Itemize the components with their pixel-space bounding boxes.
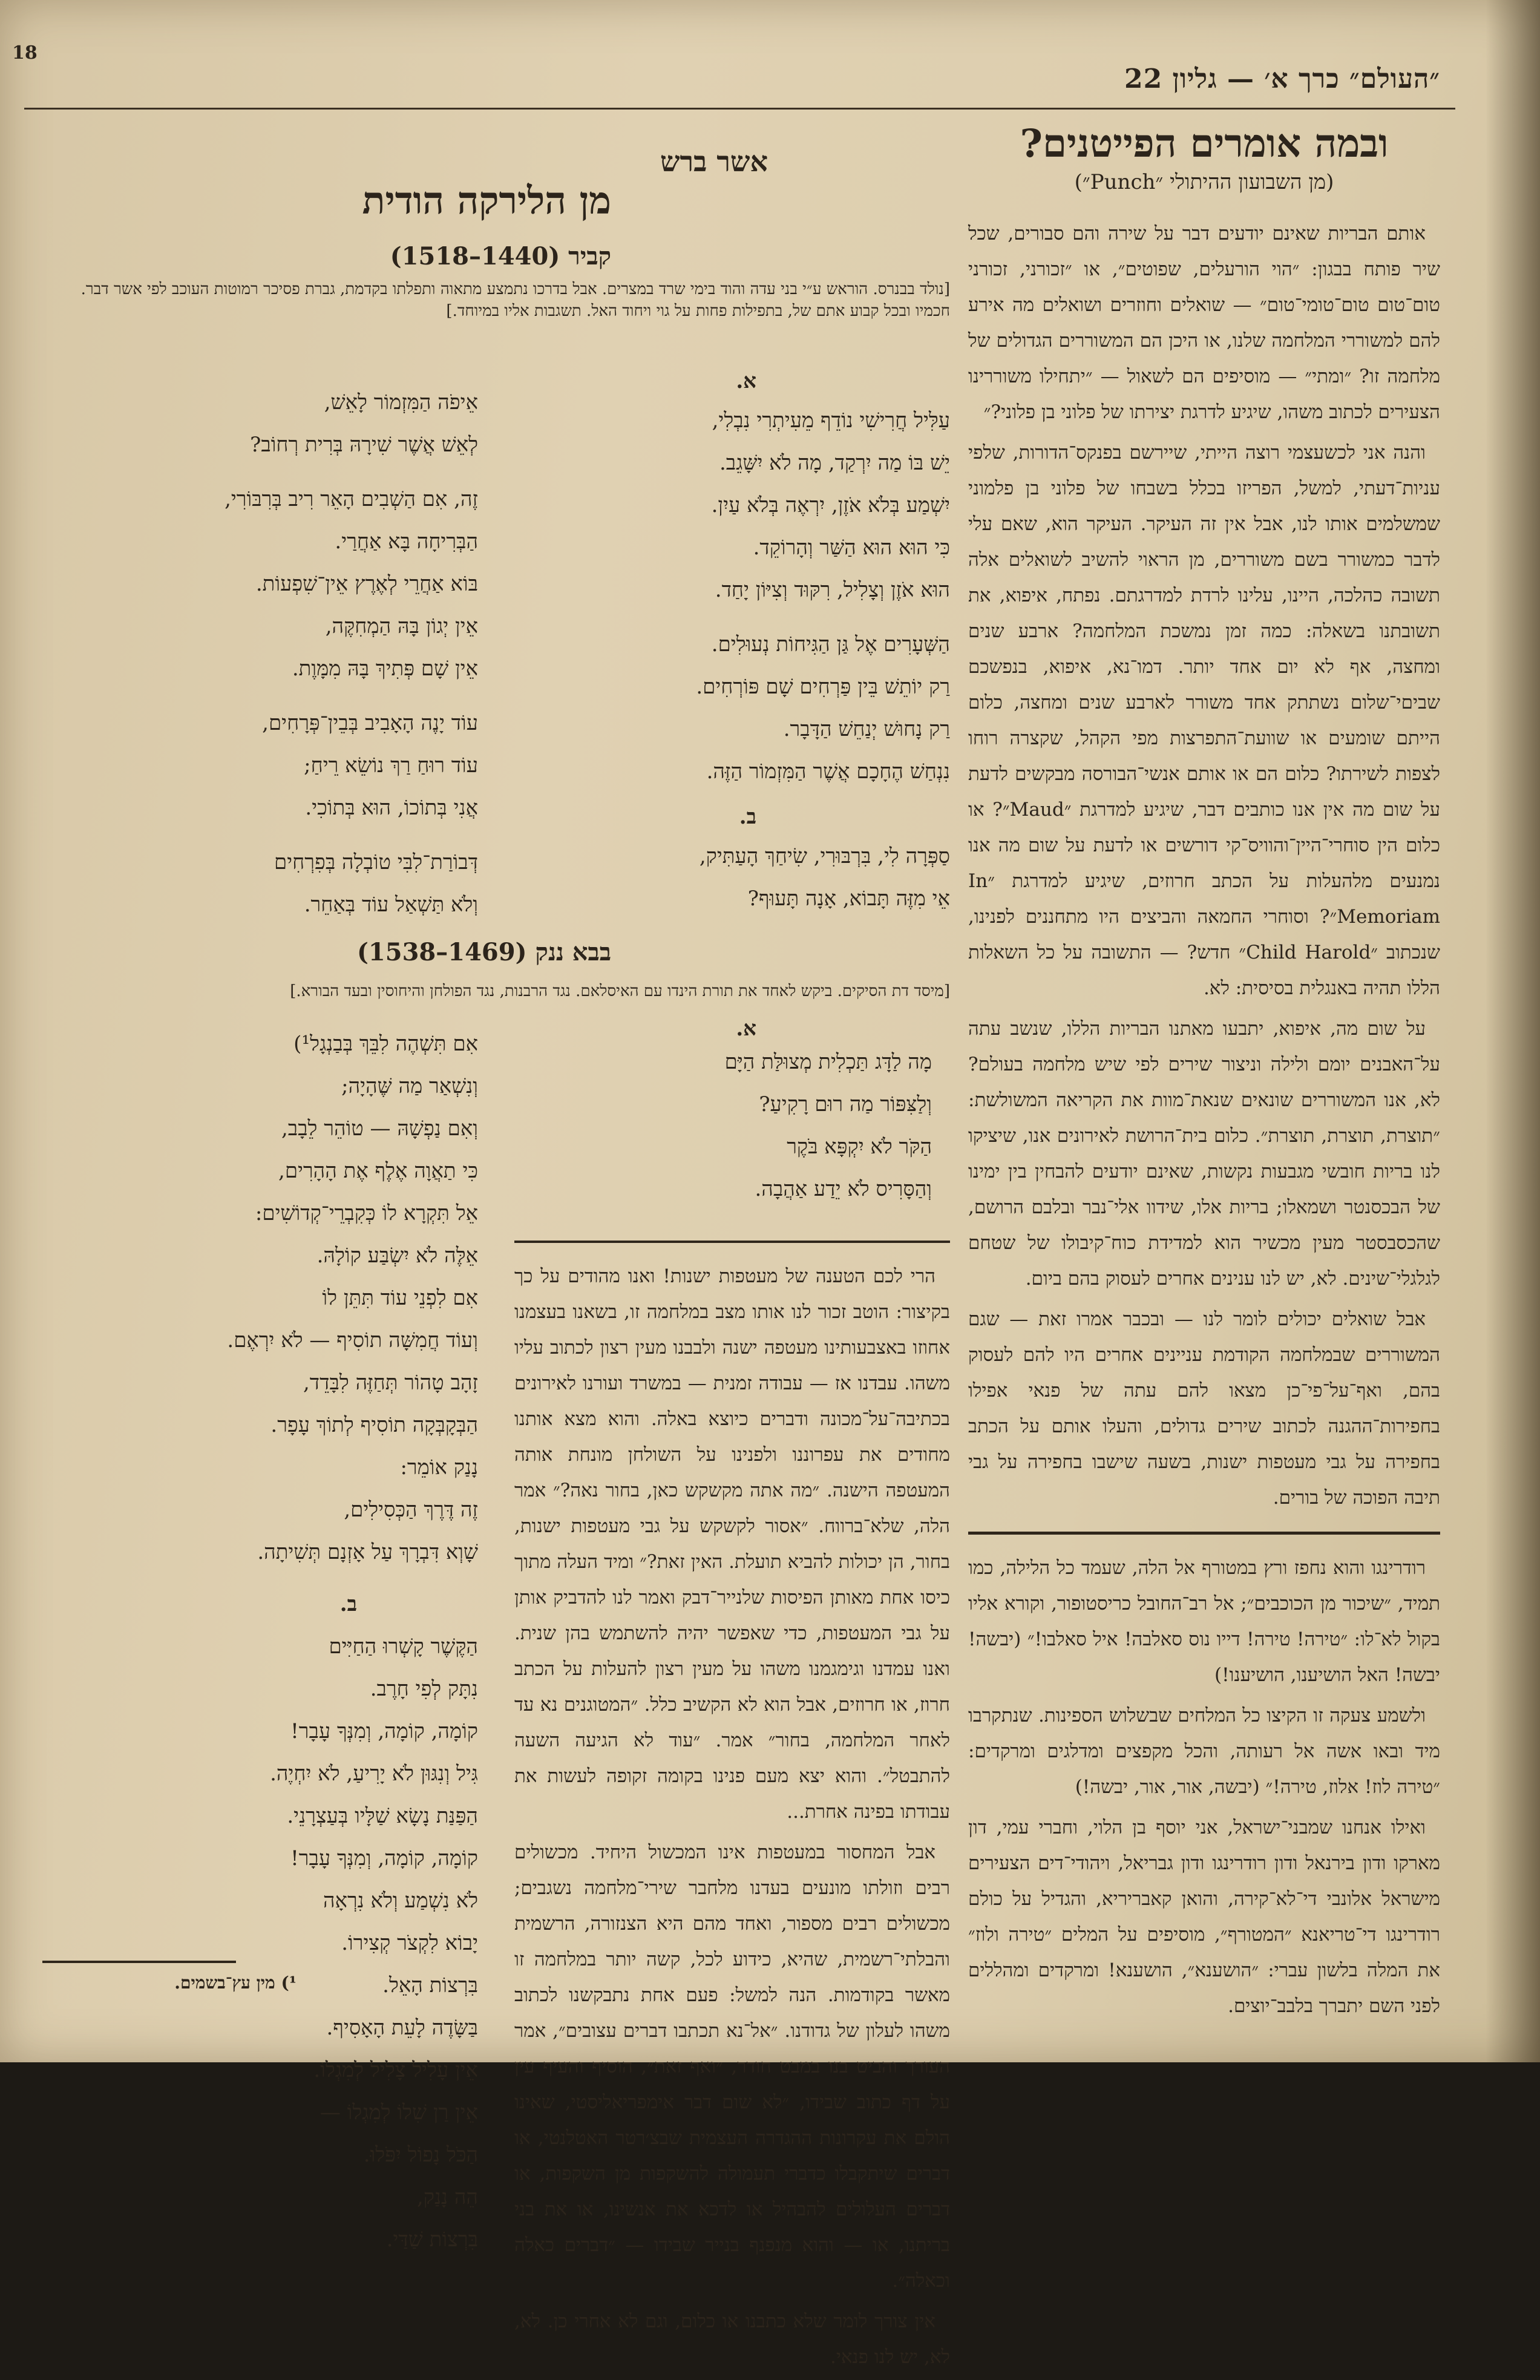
- essay-title: ובמה אומרים הפייטנים?: [1020, 121, 1389, 166]
- poem-line: הַבְּקָבְּקָה תוֹסִיף לְתוֹךְ עָפָר.: [270, 1413, 478, 1437]
- header-rule: [24, 108, 1455, 110]
- poem-line: אֵיפֹה הַמִּזְמוֹר לָאֵשׁ,: [324, 390, 478, 415]
- poem-line: הַכֹּל נָפוֹל יִפֹּלוּ.: [363, 2143, 478, 2167]
- poem-line: רַק יוֹתֵשׁ בֵּין פַּרְחִים שָׁם פּוֹרְחִים.: [696, 675, 950, 699]
- poem-line: קוֹמָה, קוֹמָה, וְמִנְּךָ עָבָר!: [290, 1719, 478, 1743]
- poem-line: יֵשׁ בּוֹ מַה יִרְקַד, מָה לֹא יִשָּׁגֵב.: [719, 451, 950, 475]
- story-paragraph: ולשמע צעקה זו הקיצו כל המלחים שבשלוש הספינות. שנתקרבו מיד ובאו אשה אל רעותה, והכל מקפצים ומדלגים ומרקדים: ״טירה לוז! אלוז, טירה!״ (יבשה, אור, אור, יבשה!): [968, 1705, 1440, 1798]
- poem-line: כִּי תַאֲוָה אֶלֶף אֶת הָהָרִים,: [278, 1159, 478, 1183]
- section-rule: [968, 1532, 1440, 1535]
- poem-column: [514, 1041, 932, 1210]
- poem-line: וְלַצִּפּוֹר מַה רוּם רָקִיעַ?: [759, 1092, 932, 1116]
- poem-line: וְעוֹד חֲמִשָּׁה תוֹסִיף — לֹא יִרְאֶם.: [227, 1328, 478, 1352]
- poem-line: שָׁוְא דִּבְרָךְ עַל אָזְנָם תְּשִׁיתָה.: [257, 1540, 478, 1564]
- poem-line: כִּי הוּא הוּא הַשַּׁר וְהָרוֹקֵד.: [753, 536, 950, 560]
- essay-continuation: [514, 1259, 950, 2380]
- essay-paragraph: אבל המחסור במעטפות אינו המכשול היחיד. מכשולים רבים וזולתו מונעים בעדנו מלחבר שירי־מלחמה נשגבים; מכשולים רבים מספור, ואחד מהם היא הצנזורה, הרשמית והבלתי־רשמית, שהיא, כידוע לכל, קשה יותר במלחמה זו מאשר בקודמות. הנה למשל: פעם אחת נתבקשנו לכתוב משהו לעלון של גדודנו. ״אל־נא תכתבו דברים עצובים״, אמר העורך והביט בנו במבט חודר, ״ואף זאת״, הוסיף והעיף עין על דף כתוב שבידו, ״לא שום דבר אימפריאליסטי, שאינו הולם את עקרונות ההגדרה העצמית שבצ׳רטר האטלנטי, או דברים שיתקבלו כדברי תעמולה להשקפות מן השקפות, או דברים העלולים להבהיל או לדכא את אנשינו, או את בני בריתנו, או — והוא מנפנף בנייר שבידו — ״דברים כאלה וכאלה״.: [514, 1841, 950, 2292]
- poem-line: לְאֵשׁ אֲשֶׁר שִׁירָהּ בְּרִית רְחוֹב?: [250, 433, 478, 457]
- essay-paragraph: אין צורך לומר שלא כתבנו או כלום, וגם לא אחרי כן. לא, לא, יש לנו פנאי.: [514, 2310, 950, 2368]
- poem-line: אֵי מִזֶּה תָּבוֹא, אָנָה תָּעוּף?: [747, 887, 950, 911]
- poem-line: זֶה, אִם הַשְׁבִים הָאֵר רִיב בְּרִבּוֹרִי,: [224, 487, 478, 511]
- essay-subtitle: (מן השבועון ההיתולי ״Punch״): [1074, 170, 1334, 194]
- poem-line: נִתָּק לְפִי חָרֶב.: [370, 1677, 478, 1701]
- poem-line: הַשְּׁעָרִים אֶל גַּן הַגִּיחוֹת נְעוּלִים.: [711, 632, 950, 657]
- poem-line: בּוֹא אַחֲרֵי לְאֶרֶץ אֵין־שִׁפְעוֹת.: [255, 572, 478, 596]
- poet-bio: [מיסד דת הסיקים. ביקש לאחד את תורת הינדו עם האיסלאם. נגד הרבנות, נגד הפולחן והיחוסין ובעד הבורא.]: [290, 982, 950, 1000]
- poem-line: עוֹד יָנֶה הָאָבִיב בְּבֵין־פְּרָחִים,: [262, 711, 478, 735]
- poem-line: הַקֶּשֶׁר קָשְׁרוּ הַחַיִּים: [329, 1634, 478, 1659]
- poem-line: וְלֹא תַּשְׁאַל עוֹד בְּאַחֵר.: [304, 893, 478, 917]
- poet-heading: קביר (1440–1518): [390, 242, 611, 270]
- stanza-mark: ב.: [739, 805, 756, 829]
- poem-line: הַקֹּר לֹא יִקְפָּא בֹּקֶר: [787, 1135, 932, 1159]
- poem-line: רַק נָחוּשׁ יְנַחֵשׁ הַדָּבָר.: [783, 717, 950, 741]
- story-paragraph: ואילו אנחנו שמבני־ישראל, אני יוסף בן הלוי, וחברי עמי, דון מארקו ודון בירנאל ודון רודרינגו ודון גבריאל, ויהודי־דים הצעירים מישראל אלונבי די־לא־קירה, והואן קאבריריא, והגדיל על כולם רודרינגו די־טריאנא ״המטורף״, מוסיפים על המלים ״טירה ולוז״ את המלה בלשון עברי: ״הושענא״, הושענא! ומרקדים ומהללים לפני השם יתברך בלבב־יוצים.: [968, 1817, 1440, 2017]
- poem-line: וְהַסָּרִיס לֹא יֵדַע אַהֲבָה.: [755, 1177, 932, 1201]
- periodical-title: ״העולם״ כרך א׳ — גליון 22: [1124, 64, 1440, 94]
- page-header: [24, 64, 1440, 106]
- poem-line: בַּשָּׂדֶה לָעֵת הָאָסִיף.: [326, 2016, 478, 2040]
- poem-line: עוֹד רוּחַ רַךְ נוֹשֵׂא רֵיחַ;: [304, 753, 478, 778]
- poem-line: אֵין שָׁם פְּתִיךְ בָּהּ מִמָּוֶת.: [292, 657, 478, 681]
- poem-line: יָבוֹא לִקְצֹר קְצִירוֹ.: [341, 1931, 478, 1955]
- poem-line: אִם לִפְנֵי עוֹד תִּתֵּן לוֹ: [322, 1286, 478, 1310]
- section-rule: [514, 1241, 950, 1243]
- stanza-mark: א.: [736, 369, 756, 393]
- poem-line: גִּיל וְנִגּוּן לֹא יָרִיעַ, לֹא יִחְיֶה.: [270, 1762, 478, 1786]
- poem-line: נָנַק אוֹמֵר:: [400, 1455, 478, 1480]
- anthology-title: מן הלירקה הודית: [362, 179, 611, 223]
- poem-line: זֶה דֶּרֶךְ הַכְּסִילִים,: [344, 1498, 478, 1522]
- poet-bio: [נולד בבנרס. הוראש ע״י בני עדה והוד בימי שרד במצרים. אבל בדרכו נתמצע מתאוה ותפלתו בקדמת, גברת פסיכר רמוטות העוכב לפי אשר דבר. חכמיו ובכל קבוע אתם של, בתפילות פחות על גוי ויחוד האל. תשגבות אליו במיוחד.]: [80, 280, 950, 320]
- poem-line: אֵלֶּה לֹא יִשְׂבַּע קוֹלָהּ.: [316, 1244, 478, 1268]
- essay-paragraph: אותם הבריות שאינם יודעים דבר על שירה והם סבורים, שכל שיר פותח בבגון: ״הוי הורעלים, שפוטים״, או ״זכורני, זכורני טום־טום טום־טומי־טום״ — שואלים וחוזרים ושואלים מה אירע להם למשוררי המלחמה שלנו, או היכן הם המשוררים הגדולים של מלחמה זו? ״ומתי״ — מוסיפים הם לשאול — ״יתחילו משוררינו הצעירים לכתוב משהו, שיגיע לדרגת יצירתו של פלוני בן פלוני?״: [968, 223, 1440, 423]
- poem-line: אִם תִּשְׁהֶה לִבֵּךְ בְּבַנְגָל¹): [293, 1032, 478, 1056]
- poem-line: זָהָב טָהוֹר תְּחַזֶּה לִבָּדֵד,: [303, 1371, 478, 1395]
- poem-line: הוּא אֹזֶן וְצָלִיל, רִקּוּד וְצִיּוֹן יָחַד.: [715, 578, 950, 602]
- poem-line: הַבְּרִיחָה בָּא אַחֲרַי.: [335, 529, 478, 554]
- poem-line: לֹא נִשְׁמַע וְלֹא נִרְאָה: [323, 1889, 478, 1913]
- poem-column: [514, 399, 950, 793]
- poem-column: [514, 835, 950, 920]
- poem-line: דְּבוֹרַת־לִבִּי טוֹבְלָה בְּפִרְחִים: [274, 850, 478, 874]
- essay-paragraph: והנה אני לכשעצמי רוצה הייתי, שיירשם בפנקס־הדורות, שלפי עניות־דעתי, למשל, הפריזו בכלל בשבחו של פלוני בן פלמוני שמשלמים אותו לנו, אבל אין זה העיקר. העיקר הוא, שאם עלי לדבר כמשורר בשם משוררים, מן הראוי להשיב לשואלים אלה תשובה כהלכה, היינו, עלינו לרדת למדרגתם. נפתח, איפוא, את תשובתנו בשאלה: כמה זמן נמשכת המלחמה? ארבע שנים ומחצה, אף לא יום אחד יותר. דמו־נא, איפוא, בנפשכם שביםי־שלום נשתתק אחד משורר לארבע שנים ומחצה, כלום הייתם שומעים או שוועת־התפרצות מפי הקהל, שקצרה רוחו לצפות לשירתו? כלום הם או אותם אנשי־הבורסה מבקשים לדעת על שום מה אין אנו כותבים דבר, שיגיע למדרגת ״Maud״? או כלום הין סוחרי־היין־והוויס־קי דורשים או לדעת על שום מה אנו נמנעים מלהעלות על הכתב חרוזים, שיגיע למדרגת ״In Memoriam״? וסוחרי החמאה והביצים היו מתחננים לפנינו, שנכתוב ״Child Harold״ חדש? — התשובה על כל השאלות הללו תהיה באנגלית בסיסית: לא.: [968, 442, 1440, 999]
- story-paragraph: רודרינגו והוא נחפז ורץ במטורף אל הלה, שעמד כל הלילה, כמו תמיד, ״שיכור מן הכוכבים״; אל רב־החובל כריסטופור, וקורא אליו בקול לא־לו: ״טירה! טירה! דייו נוס סאלבה! איל סאלבו!״ (יבשה! יבשה! האל הושיענו, הושיענו!): [968, 1557, 1440, 1686]
- poem-line: אֵין יְגוֹן בָּהּ הַמְחִקֶּה,: [325, 614, 478, 638]
- poem-line: מָה לַדָּג תַּכְלִית מְצוּלַּת הַיָּם: [724, 1050, 932, 1074]
- poem-line: אֵל תִּקְרָא לוֹ כְּקִבְרֵי־קְדוֹשִׁים:: [255, 1201, 478, 1225]
- poem-column: [54, 381, 478, 926]
- footnote-rule: [42, 1961, 236, 1963]
- poem-line: וְנִשְׁאַר מַה שֶּׁהָיָה;: [341, 1074, 478, 1098]
- poem-line: אֵין רַן שִׁלוֹ לְמִגְלוֹ —: [319, 2100, 478, 2125]
- poem-line: בִּרְצוֹת הָאֵל.: [382, 1973, 478, 1998]
- poem-line: קוֹמָה, קוֹמָה, וְמִנְּךָ עָבָר!: [290, 1846, 478, 1870]
- book-spine-shadow: [1486, 0, 1540, 2062]
- page-number: 18: [12, 42, 38, 64]
- footnote: ¹) מין עץ־בשמים.: [174, 1973, 297, 1993]
- stanza-mark: ב.: [339, 1592, 357, 1616]
- poem-column: [54, 1023, 478, 2261]
- poem-line: יִשְׁמַע בְּלֹא אֹזֶן, יִרְאֶה בְּלֹא עַיִן.: [711, 493, 950, 517]
- essay-paragraph: הרי לכם הטענה של מעטפות ישנות! ואנו מהודים על כך בקיצור: הוטב זכור לנו אותו מצב במלחמה זו, בשאנו בעצמנו אחוזו באצבעותינו מעטפה ישנה ולבבנו מעין רצון לכתוב עליו משהו. עבדנו אז — עבודה זמנית — במשרד ועורנו לאירונים בכתיבה־על־מכונה ודברים כיוצא באלה. והוא מצא אותנו מחודים את עפרוננו ולפנינו על השולחן מונחת אותה המעטפה הישנה. ״מה אתה מקשקש כאן, בחור נאה?״ אמר הלה, שלא־ברווח. ״אסור לקשקש על גבי מעטפות ישנות, בחור, הן יכולות להביא תועלת. האין זאת?״ ומיד העלה מתוך כיסו אחת מאותן הפיסות שלנייר־דבק ואמר לנו להדביק אותן על גבי המעטפות, כדי שאפשר יהיה להשתמש בהן שנית. ואנו עמדנו וגימגמנו משהו על מעין רצון להעלות על הכתב חרוז, או חרוזים, אבל הוא לא הקשיב כלל. ״המטוגנים נא עד לאחר המלחמה, בחור״ אמר. ״עוד לא הגיעה השעה להתבטל״. והוא יצא מעם פנינו בקומה זקופה לעשות את עבודתו בפינה אחרת...: [514, 1265, 950, 1823]
- poem-line: הַפַּנַּת נָשָׂא שַׁלָּיו בְּעַצְרָנֵי.: [287, 1804, 478, 1828]
- poem-line: אֲנִי בְּתוֹכוֹ, הוּא בְּתוֹכִי.: [305, 796, 478, 820]
- poem-line: בִּרְצוֹת שַׁדַּי.: [386, 2228, 478, 2252]
- anthology-author: אשר ברש: [660, 145, 768, 178]
- stanza-mark: א.: [736, 1017, 756, 1041]
- poem-line: נִנְחַשׁ הֶחָכָם אֲשֶׁר הַמִּזְמוֹר הַזֶּה.: [706, 759, 950, 784]
- poem-line: עַלִּיל חֲרִישִׁי נוֹדֵף מֵעִיתְרִי נִבְלִי,: [712, 408, 950, 433]
- poem-line: אֵין עָלִיל צָלִיל לְמִגְלוֹ.: [313, 2058, 478, 2082]
- poem-line: הֵה נָנַק,: [416, 2185, 478, 2209]
- essay-paragraph: על שום מה, איפוא, יתבעו מאתנו הבריות הללו, שנשב עתה על־האבנים יומם ולילה וניצור שירים לפי שיש מלחמה בעולם? לא, אנו המשוררים שונאים שנאת־מוות את הקריאה המשולשת: ״תוצרת, תוצרת, תוצרת״. כלום בית־הרושת לאירונים אנו, שיציקו לנו בריות חובשי מגבעות נקשות, שאינם יודעים להבחין בין ימינו של הבכסנטר ושמאלו; בריות אלו, שידוו אלי־נבר ובלבם הרושם, שהכסבסטר מעין מכשיר הוא למדידת כוח־קיבולו של שטחם לגלגלי־שינים. לא, יש לנו ענינים אחרים לעסוק בהם ביום.: [968, 1018, 1440, 1290]
- poet-heading: בבא ננק (1469–1538): [356, 938, 611, 966]
- essay-column: [968, 121, 1440, 2029]
- poem-line: סַפְּרָה לִי, בִּרְבּוּרִי, שִׂיחַךְ הָעַתִּיק,: [699, 844, 950, 868]
- essay-paragraph: אבל שואלים יכולים לומר לנו — ובכבר אמרו זאת — שגם המשוררים שבמלחמה הקודמת עניינים אחרים היו להם לעסוק בהם, ואף־על־פי־כן מצאו להם עתה של פנאי אפילו בחפירות־ההגנה לכתוב שירים גדולים, והעלו אותם על הכתב בחפירה על גבי מעטפות ישנות, בשעה שישבו בחפירה על גבי תיבה הפוכה של בורים.: [968, 1308, 1440, 1509]
- poem-line: וְאִם נַפְשָׁהּ — טוֹהֵר לֵבָב,: [281, 1116, 478, 1141]
